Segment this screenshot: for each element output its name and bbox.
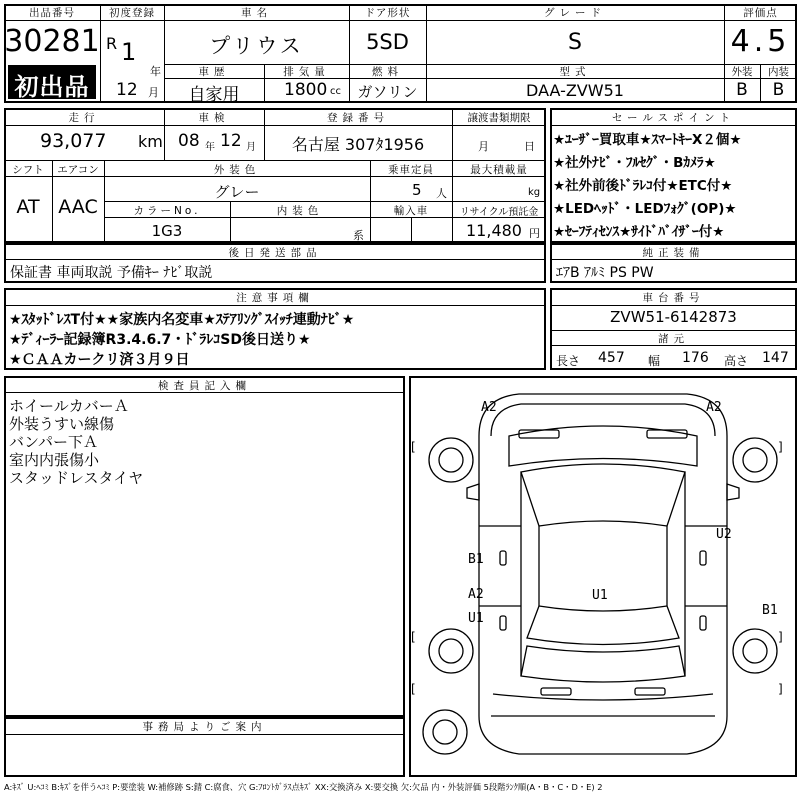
bracket-left: [ xyxy=(411,682,416,696)
inspection-label: 車検 xyxy=(198,112,230,124)
int-grade-value: B xyxy=(772,80,785,100)
shift-label: シフト xyxy=(12,164,44,176)
chassis-number: ZVW51-6142873 xyxy=(610,308,737,326)
later-parts-label: 後日発送部品 xyxy=(228,247,322,259)
damage-mark: A2 xyxy=(481,400,497,415)
caution-item: ★ＣＡＡカークリ済３月９日 xyxy=(9,352,190,368)
grade-label: グレード xyxy=(544,7,606,19)
model-value: DAA-ZVW51 xyxy=(526,81,624,100)
reg-year-unit: 年 xyxy=(150,65,161,78)
bracket-right: ] xyxy=(778,440,783,454)
sales-item: ★LEDﾍｯﾄﾞ・LEDﾌｫｸﾞ(OP)★ xyxy=(553,201,737,217)
seats-unit: 人 xyxy=(436,187,447,200)
ac-value: AAC xyxy=(58,196,98,218)
car-diagram xyxy=(409,376,797,777)
mileage-value: 93,077 xyxy=(40,130,107,152)
inspector-line: ホイールカバーＡ xyxy=(9,397,129,415)
displacement-unit: cc xyxy=(330,86,341,97)
intcolor-label: 内装色 xyxy=(276,205,324,217)
damage-mark: U1 xyxy=(592,588,608,603)
mileage-unit: km xyxy=(138,132,163,151)
bracket-right: ] xyxy=(778,682,783,696)
chassis-label: 車台番号 xyxy=(642,292,705,304)
width-value: 176 xyxy=(682,350,709,366)
import-label: 輸入車 xyxy=(393,205,429,217)
later-parts-text: 保証書 車両取説 予備ｷｰ ﾅﾋﾞ取説 xyxy=(10,265,213,281)
seats-label: 乗車定員 xyxy=(388,164,434,176)
color-label: 外装色 xyxy=(213,164,261,176)
displacement-label: 排気量 xyxy=(283,66,330,78)
bracket-left: [ xyxy=(411,630,416,644)
damage-mark: A2 xyxy=(468,587,484,602)
caution-label: 注意事項欄 xyxy=(236,292,314,304)
fuel-label: 燃料 xyxy=(372,66,403,78)
color-value: グレー xyxy=(214,183,260,201)
recycle-label: リサイクル預託金 xyxy=(459,207,539,218)
office-label: 事務局よりご案内 xyxy=(142,721,267,733)
height-label: 高さ xyxy=(724,354,749,368)
sales-item: ★社外ﾅﾋﾞ・ﾌﾙｾｸﾞ・Bｶﾒﾗ★ xyxy=(553,155,716,171)
reg-month-unit: 月 xyxy=(148,86,159,99)
damage-mark: U2 xyxy=(716,527,732,542)
recycle-value: 11,480 xyxy=(466,221,522,240)
bracket-right: ] xyxy=(778,630,783,644)
reg-label: 初度登録 xyxy=(109,7,155,19)
ext-grade-label: 外装 xyxy=(731,66,753,78)
height-value: 147 xyxy=(762,350,789,366)
door-label: ドア形状 xyxy=(364,7,411,19)
first-listing-text: 初出品 xyxy=(14,73,90,101)
transfer-label: 譲渡書類期限 xyxy=(467,112,531,124)
seats-value: 5 xyxy=(412,181,422,199)
caution-item: ★ﾃﾞｨｰﾗｰ記録簿R3.4.6.7・ﾄﾞﾗﾚｺSD後日送り★ xyxy=(9,332,311,348)
name-label: 車名 xyxy=(241,7,272,19)
history-value: 自家用 xyxy=(188,85,240,105)
ext-grade-value: B xyxy=(736,80,748,100)
damage-mark: B1 xyxy=(468,552,484,567)
sales-item: ★ｾｰﾌﾃｨｾﾝｽ★ｻｲﾄﾞﾊﾞｲｻﾞｰ付★ xyxy=(553,224,725,240)
reg-month: 12 xyxy=(116,80,138,100)
transfer-month: 月 xyxy=(478,140,489,153)
grade-value: S xyxy=(568,30,582,55)
footer-legend: A:ｷｽﾞ U:ﾍｺﾐ B:ｷｽﾞを伴うﾍｺﾐ P:要塗装 W:補修跡 S:錆 C:腐食、穴 G:ﾌﾛﾝﾄｶﾞﾗｽ点ｷｽﾞ XX:交換済み X:要交換 欠:欠品 内・外装評価 5段階ﾗﾝｸ順(A・B・C・D・E) 2 xyxy=(4,782,603,792)
dims-label: 諸元 xyxy=(658,333,689,345)
transfer-day: 日 xyxy=(524,140,535,153)
length-value: 457 xyxy=(598,350,625,366)
sales-label: セールスポイント xyxy=(611,112,736,124)
inspection-year-unit: 年 xyxy=(205,142,215,153)
reg-era: R xyxy=(106,34,118,53)
damage-mark: U1 xyxy=(468,611,484,626)
recycle-unit: 円 xyxy=(529,227,540,240)
inspector-line: 外装うすい線傷 xyxy=(9,415,115,433)
inspection-year: 08 xyxy=(178,131,200,151)
mileage-label: 走行 xyxy=(68,112,100,124)
inspector-line: バンパー下Ａ xyxy=(9,433,98,451)
equipment-label: 純正装備 xyxy=(642,247,705,259)
sales-item: ★社外前後ﾄﾞﾗﾚｺ付★ETC付★ xyxy=(553,178,733,194)
bracket-left: [ xyxy=(411,440,416,454)
score-value: 4.5 xyxy=(730,24,791,59)
plate-label: 登録番号 xyxy=(327,112,389,124)
inspector-label: 検査員記入欄 xyxy=(158,380,251,392)
door-value: 5SD xyxy=(366,30,409,54)
inspection-month: 12 xyxy=(220,131,242,151)
inspector-line: スタッドレスタイヤ xyxy=(9,469,144,487)
fuel-value: ガソリン xyxy=(357,83,418,101)
caution-item: ★ｽﾀｯﾄﾞﾚｽT付★★家族内名変車★ｽﾃｱﾘﾝｸﾞｽｲｯﾁ連動ﾅﾋﾞ★ xyxy=(9,312,355,328)
reg-year: 1 xyxy=(121,38,137,66)
ac-label: エアコン xyxy=(57,164,99,176)
lot-number: 30281 xyxy=(4,24,100,59)
model-label: 型式 xyxy=(559,66,591,78)
plate-value: 名古屋 307ﾀ1956 xyxy=(291,135,425,154)
colorno-value: 1G3 xyxy=(151,222,183,240)
displacement-value: 1800 xyxy=(284,80,328,100)
load-unit: kg xyxy=(528,187,541,198)
damage-mark: A2 xyxy=(706,400,722,415)
equipment-text: ｴｱB ｱﾙﾐ PS PW xyxy=(556,265,654,281)
inspector-line: 室内内張傷小 xyxy=(9,451,100,469)
sales-item: ★ﾕｰｻﾞｰ買取車★ｽﾏｰﾄｷｰX２個★ xyxy=(553,132,742,148)
int-grade-label: 内装 xyxy=(768,66,789,78)
colorno-label: カラーNo. xyxy=(133,205,201,217)
car-name: プリウス xyxy=(209,34,304,58)
width-label: 幅 xyxy=(648,354,661,368)
history-label: 車歴 xyxy=(198,66,230,78)
score-label: 評価点 xyxy=(743,7,778,19)
inspection-month-unit: 月 xyxy=(246,142,256,153)
load-label: 最大積載量 xyxy=(470,164,528,176)
intcolor-unit: 系 xyxy=(353,229,364,242)
shift-value: AT xyxy=(16,196,40,218)
damage-mark: B1 xyxy=(762,603,778,618)
length-label: 長さ xyxy=(556,354,581,368)
lot-label: 出品番号 xyxy=(29,7,75,19)
